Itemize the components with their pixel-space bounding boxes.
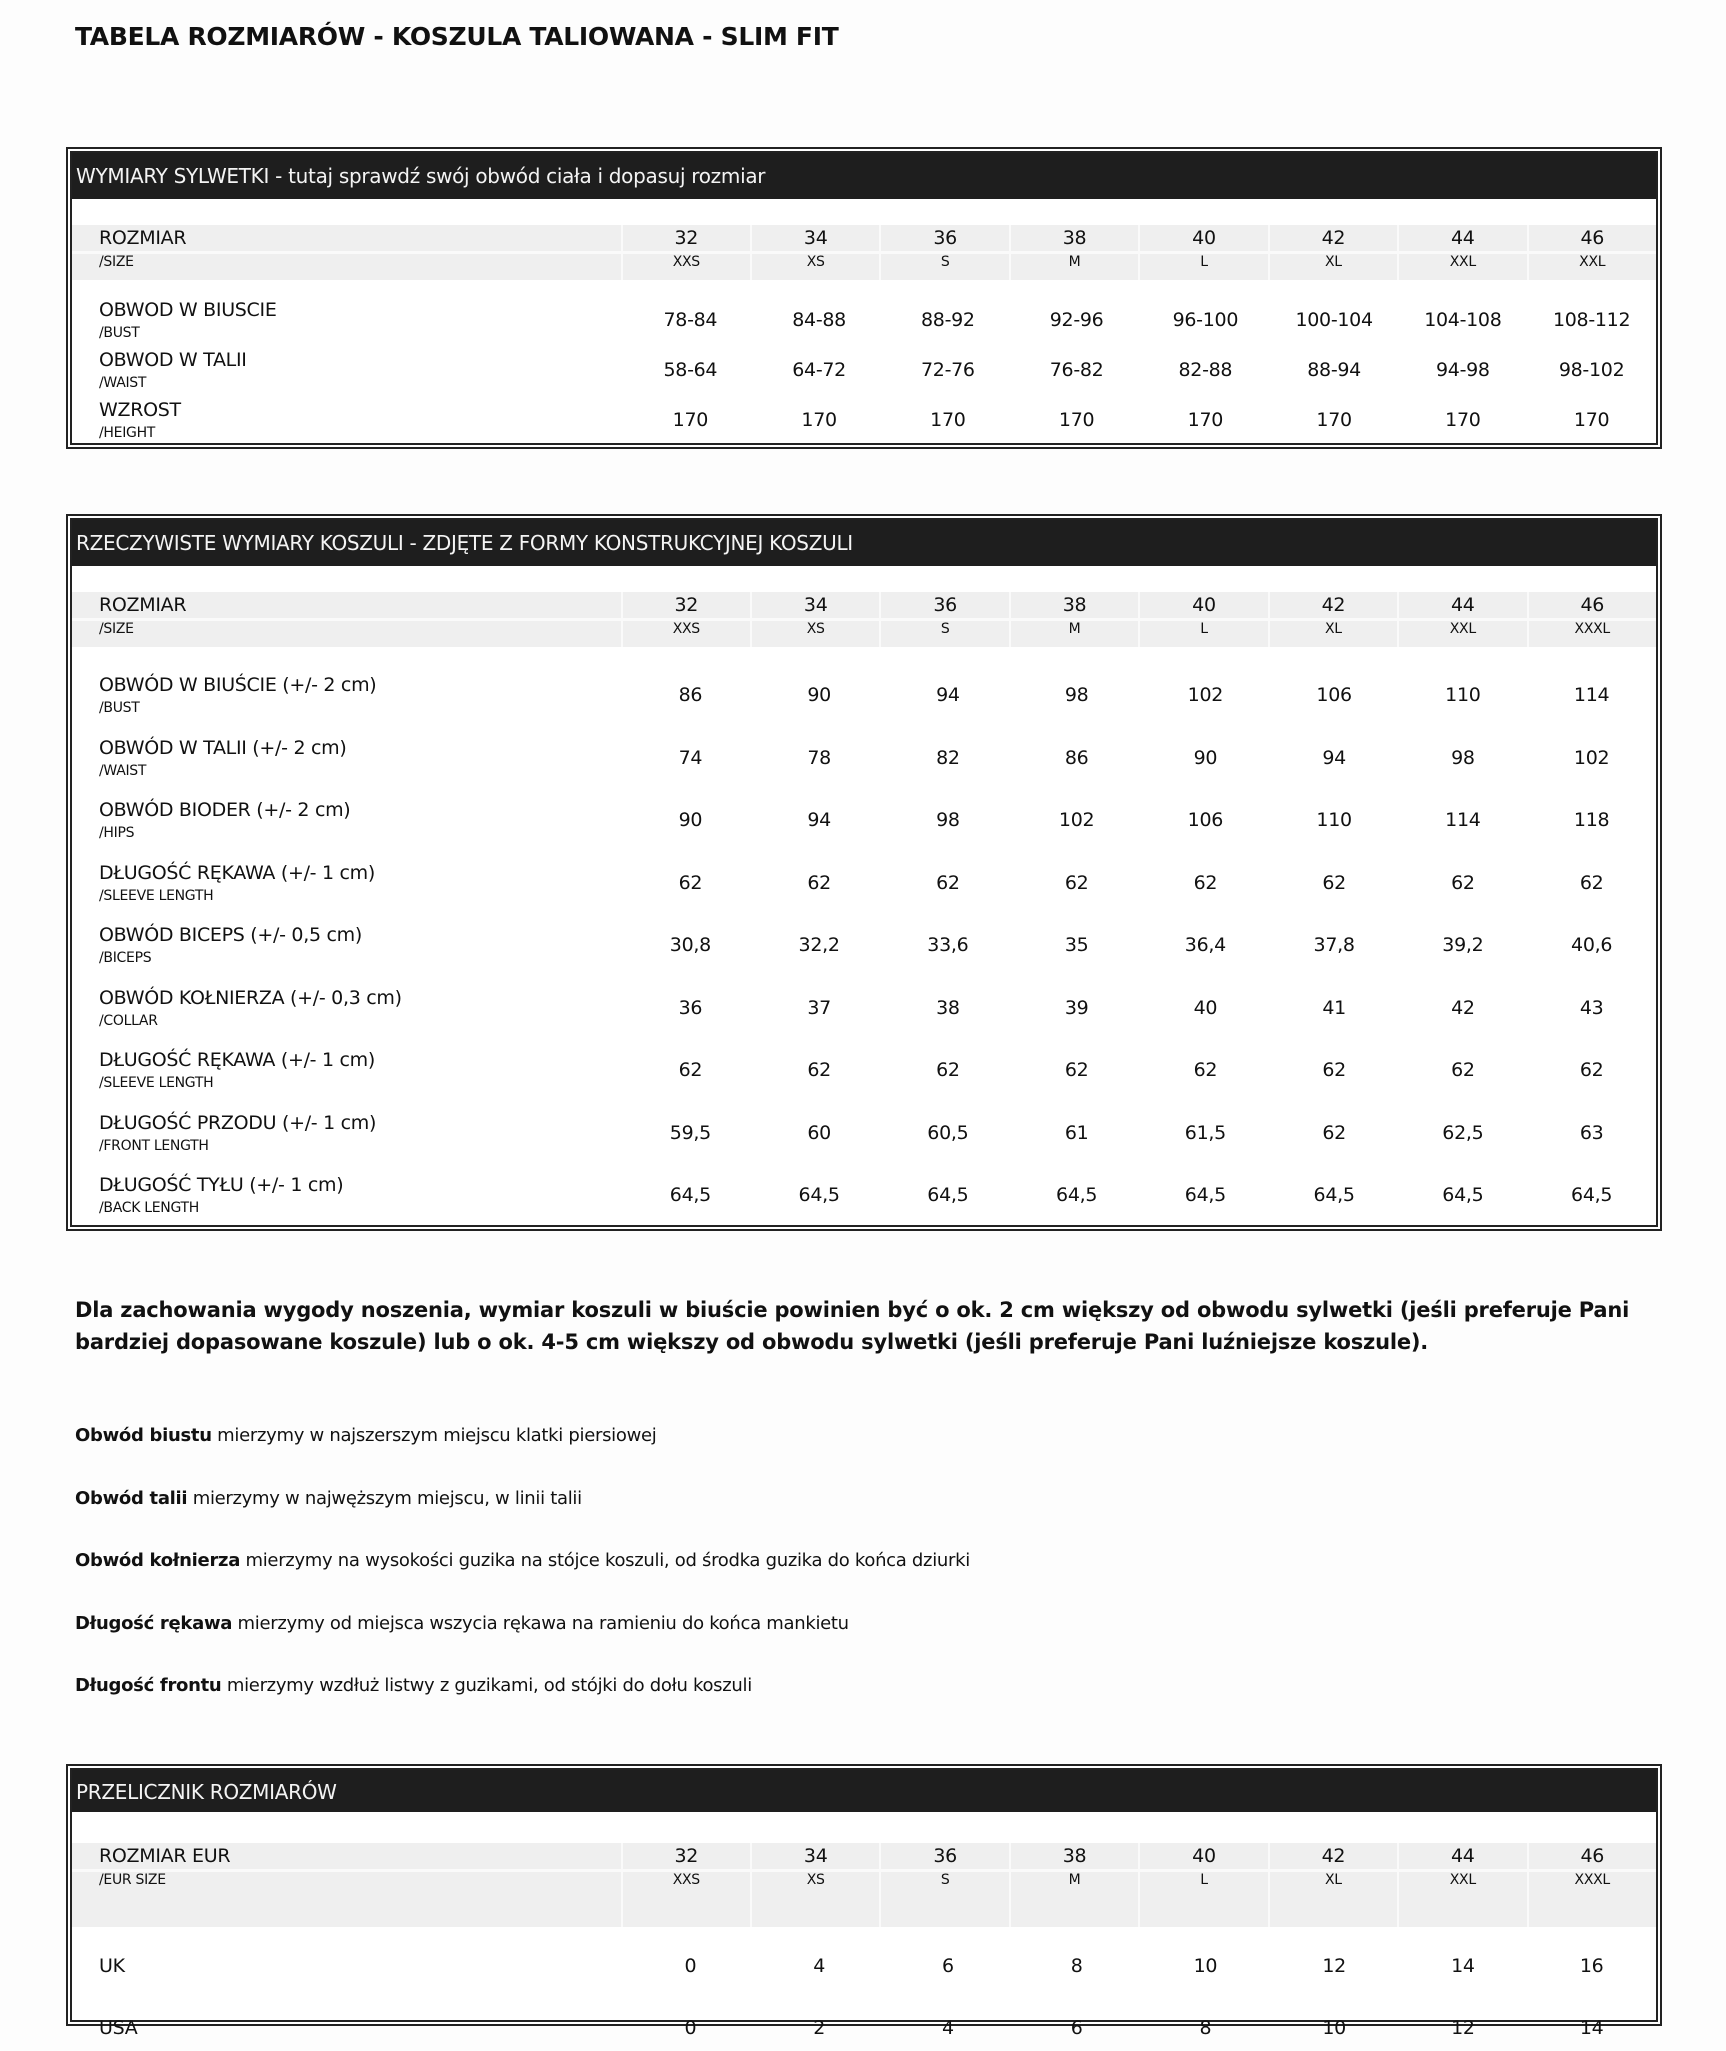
table-cell: 32,2 — [798, 934, 840, 956]
row-label: OBWÓD KOŁNIERZA (+/- 0,3 cm) — [99, 986, 402, 1009]
size-label-cell — [72, 1843, 621, 1927]
table-cell: 14 — [1451, 1955, 1475, 1977]
table-cell: 37,8 — [1313, 934, 1355, 956]
row-sublabel: /SLEEVE LENGTH — [99, 887, 214, 904]
note-text: mierzymy od miejsca wszycia rękawa na ramieniu do końca mankietu — [232, 1612, 849, 1634]
size-number: 32 — [674, 1845, 699, 1867]
table-cell: 98-102 — [1558, 359, 1625, 381]
table-cell: 62 — [678, 1059, 703, 1081]
size-letter: XS — [806, 254, 825, 270]
table-cell: 84-88 — [792, 309, 846, 331]
table-cell: 62 — [678, 871, 703, 894]
size-number: 38 — [1062, 227, 1087, 249]
size-letter: S — [940, 254, 950, 270]
row-sublabel: /BUST — [99, 700, 140, 716]
size-column-header — [750, 1843, 879, 1927]
table-cell: 114 — [1573, 684, 1610, 706]
table-row — [72, 1927, 1656, 1989]
note-term: Długość frontu — [75, 1675, 222, 1696]
size-header-row — [72, 1843, 1656, 1927]
table-cell: 114 — [1445, 809, 1481, 831]
table-cell: 170 — [1058, 409, 1095, 431]
row-sublabel: /BICEPS — [99, 950, 152, 966]
size-letter: XXL — [1449, 254, 1476, 270]
row-label-cell — [72, 862, 626, 925]
measure-note — [75, 1613, 849, 1634]
table-cell: 58-64 — [663, 359, 718, 381]
table-cell: 102 — [1573, 746, 1610, 769]
table-cell: 98 — [1451, 746, 1475, 769]
size-number: 46 — [1580, 594, 1605, 616]
size-number: 42 — [1321, 227, 1346, 249]
band-separator — [72, 251, 1656, 254]
size-number: 46 — [1580, 227, 1605, 249]
row-label: OBWÓD BIODER (+/- 2 cm) — [99, 799, 351, 821]
table-cell: 41 — [1322, 996, 1346, 1019]
table-cell: 86 — [678, 684, 703, 706]
table-cell: 110 — [1316, 809, 1352, 831]
band-separator — [72, 1869, 1656, 1872]
size-number: 36 — [933, 594, 957, 616]
table-cell: 108-112 — [1552, 309, 1631, 331]
table-cell: 88-94 — [1307, 359, 1361, 381]
table-cell: 62 — [1193, 1059, 1218, 1081]
row-sublabel: /BACK LENGTH — [99, 1200, 200, 1216]
note-text: mierzymy na wysokości guzika na stójce koszuli, od środka guzika do końca dziurki — [240, 1550, 970, 1571]
size-letter: M — [1068, 621, 1081, 637]
table-cell: 94 — [1322, 746, 1346, 769]
size-sublabel: /SIZE — [99, 621, 134, 637]
size-number: 46 — [1580, 1845, 1605, 1867]
table-cell: 170 — [930, 409, 966, 431]
size-number: 44 — [1451, 227, 1475, 249]
table-row — [72, 799, 1656, 862]
table-cell: 72-76 — [921, 359, 975, 381]
size-number: 44 — [1451, 594, 1475, 616]
table-cell: 8 — [1199, 2017, 1212, 2039]
table-cell: 10 — [1193, 1955, 1218, 1977]
table-cell: 64,5 — [798, 1184, 840, 1206]
row-sublabel: /WAIST — [99, 375, 147, 391]
size-conversion-table — [66, 1764, 1662, 2039]
row-label-cell — [72, 399, 626, 449]
row-label: DŁUGOŚĆ RĘKAWA (+/- 1 cm) — [99, 861, 375, 884]
table-cell: 62 — [1451, 1059, 1475, 1081]
size-letter: XXL — [1449, 621, 1476, 637]
table-cell: 94 — [936, 684, 960, 706]
note-term: Obwód biustu — [75, 1425, 212, 1446]
table-cell: 43 — [1579, 996, 1604, 1019]
table-row — [72, 1049, 1656, 1112]
row-label: USA — [99, 2017, 138, 2039]
table-cell: 170 — [672, 409, 709, 431]
note-term: Długość rękawa — [75, 1612, 233, 1634]
table-cell: 62 — [807, 871, 831, 894]
row-label-cell — [72, 737, 626, 800]
size-number: 32 — [674, 594, 699, 616]
table-row — [72, 737, 1656, 800]
row-sublabel: /BUST — [99, 325, 140, 341]
table-cell: 82-88 — [1178, 359, 1233, 381]
size-number: 36 — [933, 227, 957, 249]
table-cell: 38 — [936, 996, 960, 1019]
table-cell: 106 — [1187, 809, 1224, 831]
table-cell: 61 — [1064, 1121, 1089, 1144]
table-cell: 88-92 — [921, 309, 975, 331]
row-sublabel: /HEIGHT — [99, 425, 156, 441]
table-cell: 170 — [1445, 409, 1481, 431]
band-separator — [72, 618, 1656, 621]
table-cell: 64,5 — [1571, 1184, 1613, 1206]
table-cell: 63 — [1579, 1121, 1604, 1144]
size-number: 40 — [1192, 594, 1216, 616]
row-sublabel: /SLEEVE LENGTH — [99, 1075, 214, 1091]
table-cell: 62 — [1322, 1121, 1346, 1144]
row-label-cell — [72, 1112, 626, 1175]
table-cell: 78 — [807, 746, 831, 769]
size-column-header — [1397, 1843, 1526, 1927]
size-number: 38 — [1062, 594, 1087, 616]
table-cell: 96-100 — [1172, 309, 1239, 331]
table-cell: 40 — [1193, 996, 1218, 1019]
table-cell: 62 — [936, 1059, 960, 1081]
row-label: DŁUGOŚĆ RĘKAWA (+/- 1 cm) — [99, 1049, 375, 1071]
size-letter: XXL — [1449, 1872, 1476, 1888]
row-label: OBWÓD W TALII (+/- 2 cm) — [99, 736, 347, 759]
size-number: 32 — [674, 227, 699, 249]
table-cell: 64,5 — [669, 1184, 711, 1206]
size-number: 40 — [1192, 1845, 1216, 1867]
table-cell: 170 — [1316, 409, 1352, 431]
table-cell: 62 — [1451, 871, 1475, 894]
table-cell: 100-104 — [1295, 309, 1373, 331]
table-cell: 86 — [1064, 746, 1089, 769]
table-cell: 64-72 — [792, 359, 846, 381]
row-sublabel: /FRONT LENGTH — [99, 1137, 209, 1154]
table-cell: 62 — [1322, 871, 1346, 894]
table-cell: 33,6 — [927, 934, 969, 956]
table-cell: 10 — [1322, 2017, 1346, 2039]
table-cell: 62 — [807, 1059, 831, 1081]
table-cell: 6 — [1070, 2017, 1083, 2039]
table-cell: 106 — [1316, 684, 1352, 706]
table-cell: 62 — [1064, 1059, 1089, 1081]
size-letter: XXXL — [1574, 1872, 1610, 1888]
table-cell: 4 — [813, 1955, 825, 1977]
size-column-header — [621, 1843, 750, 1927]
size-letter: XXS — [672, 621, 700, 637]
row-label: OBWOD W TALII — [99, 349, 247, 371]
size-letter: XL — [1324, 1872, 1342, 1888]
table-cell: 102 — [1187, 684, 1224, 706]
table-cell: 61,5 — [1184, 1121, 1226, 1144]
table-cell: 102 — [1058, 809, 1095, 831]
size-column-header — [1527, 1843, 1656, 1927]
measure-note — [75, 1550, 970, 1571]
size-label: ROZMIAR — [99, 227, 187, 249]
table-cell: 64,5 — [927, 1184, 969, 1206]
table-cell: 42 — [1451, 996, 1475, 1019]
size-letter: XXL — [1579, 254, 1606, 270]
size-number: 40 — [1192, 227, 1216, 249]
table-cell: 6 — [941, 1955, 954, 1977]
table-row — [72, 674, 1656, 737]
row-label-cell — [72, 1989, 626, 2051]
table-cell: 104-108 — [1424, 309, 1502, 331]
table-header: PRZELICZNIK ROZMIARÓW — [72, 1770, 1656, 1812]
table-cell: 64,5 — [1313, 1184, 1355, 1206]
table-row — [72, 1174, 1656, 1237]
table-cell: 37 — [807, 996, 831, 1019]
table-cell: 62 — [1322, 1059, 1346, 1081]
size-letter: XXS — [672, 1872, 700, 1888]
row-label-cell — [72, 674, 626, 737]
table-cell: 35 — [1064, 934, 1089, 956]
note-term: Obwód talii — [75, 1487, 188, 1509]
size-column-header — [1268, 1843, 1397, 1927]
row-sublabel: /COLLAR — [99, 1012, 158, 1029]
size-letter: XL — [1324, 621, 1342, 637]
table-cell: 64,5 — [1442, 1184, 1484, 1206]
table-cell: 78-84 — [663, 309, 718, 331]
table-cell: 90 — [678, 809, 703, 831]
size-number: 42 — [1321, 594, 1346, 616]
size-number: 34 — [803, 1845, 828, 1867]
size-letter: XS — [806, 621, 825, 637]
table-cell: 60 — [807, 1121, 831, 1144]
table-cell: 118 — [1573, 809, 1610, 831]
size-header-row — [72, 225, 1656, 280]
row-sublabel: /WAIST — [99, 762, 147, 779]
note-text: mierzymy w najwęższym miejscu, w linii talii — [187, 1487, 582, 1509]
row-label: WZROST — [99, 399, 181, 421]
table-cell: 12 — [1451, 2017, 1475, 2039]
table-cell: 98 — [1064, 684, 1089, 706]
size-number: 44 — [1451, 1845, 1475, 1867]
row-label: UK — [99, 1955, 125, 1977]
measure-note — [75, 1425, 656, 1446]
table-cell: 62 — [1193, 871, 1218, 894]
table-cell: 2 — [813, 2017, 825, 2039]
table-cell: 36 — [678, 996, 703, 1019]
table-cell: 94-98 — [1436, 359, 1490, 381]
size-letter: XXXL — [1574, 621, 1610, 637]
size-letter: M — [1068, 254, 1081, 270]
table-cell: 94 — [807, 809, 831, 831]
size-number: 34 — [803, 227, 828, 249]
table-cell: 110 — [1445, 684, 1481, 706]
table-cell: 0 — [684, 1955, 697, 1977]
table-cell: 62 — [1064, 871, 1089, 894]
size-letter: XL — [1324, 254, 1342, 270]
row-label-cell — [72, 987, 626, 1050]
table-header: RZECZYWISTE WYMIARY KOSZULI - ZDJĘTE Z FORMY KONSTRUKCYJNEJ KOSZULI — [72, 520, 1656, 566]
table-row — [72, 987, 1656, 1050]
table-row — [72, 1989, 1656, 2051]
table-cell: 8 — [1070, 1955, 1083, 1977]
table-cell: 74 — [678, 746, 703, 769]
size-label: ROZMIAR — [99, 594, 187, 616]
table-cell: 4 — [941, 2017, 954, 2039]
table-cell: 98 — [936, 809, 960, 831]
table-cell: 36,4 — [1184, 934, 1226, 956]
size-sublabel: /EUR SIZE — [99, 1872, 166, 1888]
row-label: OBWÓD BICEPS (+/- 0,5 cm) — [99, 924, 362, 946]
size-number: 36 — [933, 1845, 957, 1867]
table-cell: 90 — [1193, 746, 1218, 769]
table-cell: 62,5 — [1442, 1121, 1484, 1144]
size-column-header — [879, 1843, 1008, 1927]
table-cell: 14 — [1579, 2017, 1604, 2039]
size-letter: XXS — [672, 254, 700, 270]
shirt-measurements-table — [66, 514, 1662, 1231]
table-row — [72, 349, 1656, 399]
body-measurements-table — [66, 147, 1662, 449]
table-cell: 90 — [807, 684, 831, 706]
page-title: TABELA ROZMIARÓW - KOSZULA TALIOWANA - SLIM FIT — [75, 22, 839, 51]
size-letter: M — [1068, 1872, 1081, 1888]
table-cell: 76-82 — [1049, 359, 1104, 381]
table-row — [72, 399, 1656, 449]
table-row — [72, 862, 1656, 925]
row-label-cell — [72, 1174, 626, 1237]
table-cell: 12 — [1322, 1955, 1346, 1977]
size-number: 34 — [803, 594, 828, 616]
table-row — [72, 924, 1656, 987]
table-header: WYMIARY SYLWETKI - tutaj sprawdź swój obwód ciała i dopasuj rozmiar — [72, 153, 1656, 199]
table-cell: 59,5 — [669, 1121, 711, 1144]
table-row — [72, 299, 1656, 349]
table-cell: 170 — [1187, 409, 1224, 431]
table-row — [72, 1112, 1656, 1175]
size-letter: XS — [806, 1872, 825, 1888]
table-cell: 30,8 — [669, 934, 711, 956]
table-cell: 16 — [1579, 1955, 1604, 1977]
row-label: DŁUGOŚĆ TYŁU (+/- 1 cm) — [99, 1174, 344, 1196]
row-label-cell — [72, 299, 626, 349]
note-text: mierzymy wzdłuż listwy z guzikami, od stójki do dołu koszuli — [221, 1675, 752, 1696]
measure-note — [75, 1488, 582, 1509]
table-cell: 40,6 — [1571, 934, 1613, 956]
size-letter: L — [1200, 621, 1208, 637]
table-cell: 64,5 — [1184, 1184, 1226, 1206]
size-number: 42 — [1321, 1845, 1346, 1867]
size-header-row — [72, 592, 1656, 647]
table-cell: 92-96 — [1049, 309, 1104, 331]
table-cell: 62 — [1579, 871, 1604, 894]
row-label-cell — [72, 349, 626, 399]
size-sublabel: /SIZE — [99, 254, 134, 270]
note-text: mierzymy w najszerszym miejscu klatki piersiowej — [211, 1425, 657, 1446]
size-letter: L — [1200, 1872, 1208, 1888]
size-column-header — [1009, 1843, 1138, 1927]
table-cell: 39,2 — [1442, 934, 1484, 956]
size-number: 38 — [1062, 1845, 1087, 1867]
size-letter: S — [940, 621, 950, 637]
row-label-cell — [72, 1049, 626, 1112]
size-column-header — [1138, 1843, 1267, 1927]
row-label-cell — [72, 924, 626, 987]
row-label-cell — [72, 1927, 626, 1989]
table-cell: 170 — [1573, 409, 1610, 431]
table-cell: 60,5 — [927, 1121, 969, 1144]
row-label: OBWÓD W BIUŚCIE (+/- 2 cm) — [99, 674, 377, 696]
size-label: ROZMIAR EUR — [99, 1845, 231, 1867]
row-sublabel: /HIPS — [99, 825, 135, 841]
row-label: DŁUGOŚĆ PRZODU (+/- 1 cm) — [99, 1111, 377, 1134]
table-cell: 64,5 — [1056, 1184, 1098, 1206]
table-cell: 170 — [801, 409, 837, 431]
table-cell: 0 — [684, 2017, 697, 2039]
table-cell: 62 — [1579, 1059, 1604, 1081]
table-cell: 39 — [1064, 996, 1089, 1019]
fit-note: Dla zachowania wygody noszenia, wymiar koszuli w biuście powinien być o ok. 2 cm większy od obwodu sylwetki (jeśli preferuje Pani bardziej dopasowane koszule) lub o ok. 4-5 cm większy od obwodu sylwetki (jeśli preferuje Pani luźniejsze koszule). — [75, 1298, 1630, 1354]
table-cell: 82 — [936, 746, 960, 769]
row-label: OBWOD W BIUSCIE — [99, 299, 277, 321]
table-cell: 62 — [936, 871, 960, 894]
size-letter: L — [1200, 254, 1208, 270]
note-term: Obwód kołnierza — [75, 1550, 241, 1571]
measure-note — [75, 1675, 752, 1696]
size-letter: S — [940, 1872, 950, 1888]
row-label-cell — [72, 799, 626, 862]
